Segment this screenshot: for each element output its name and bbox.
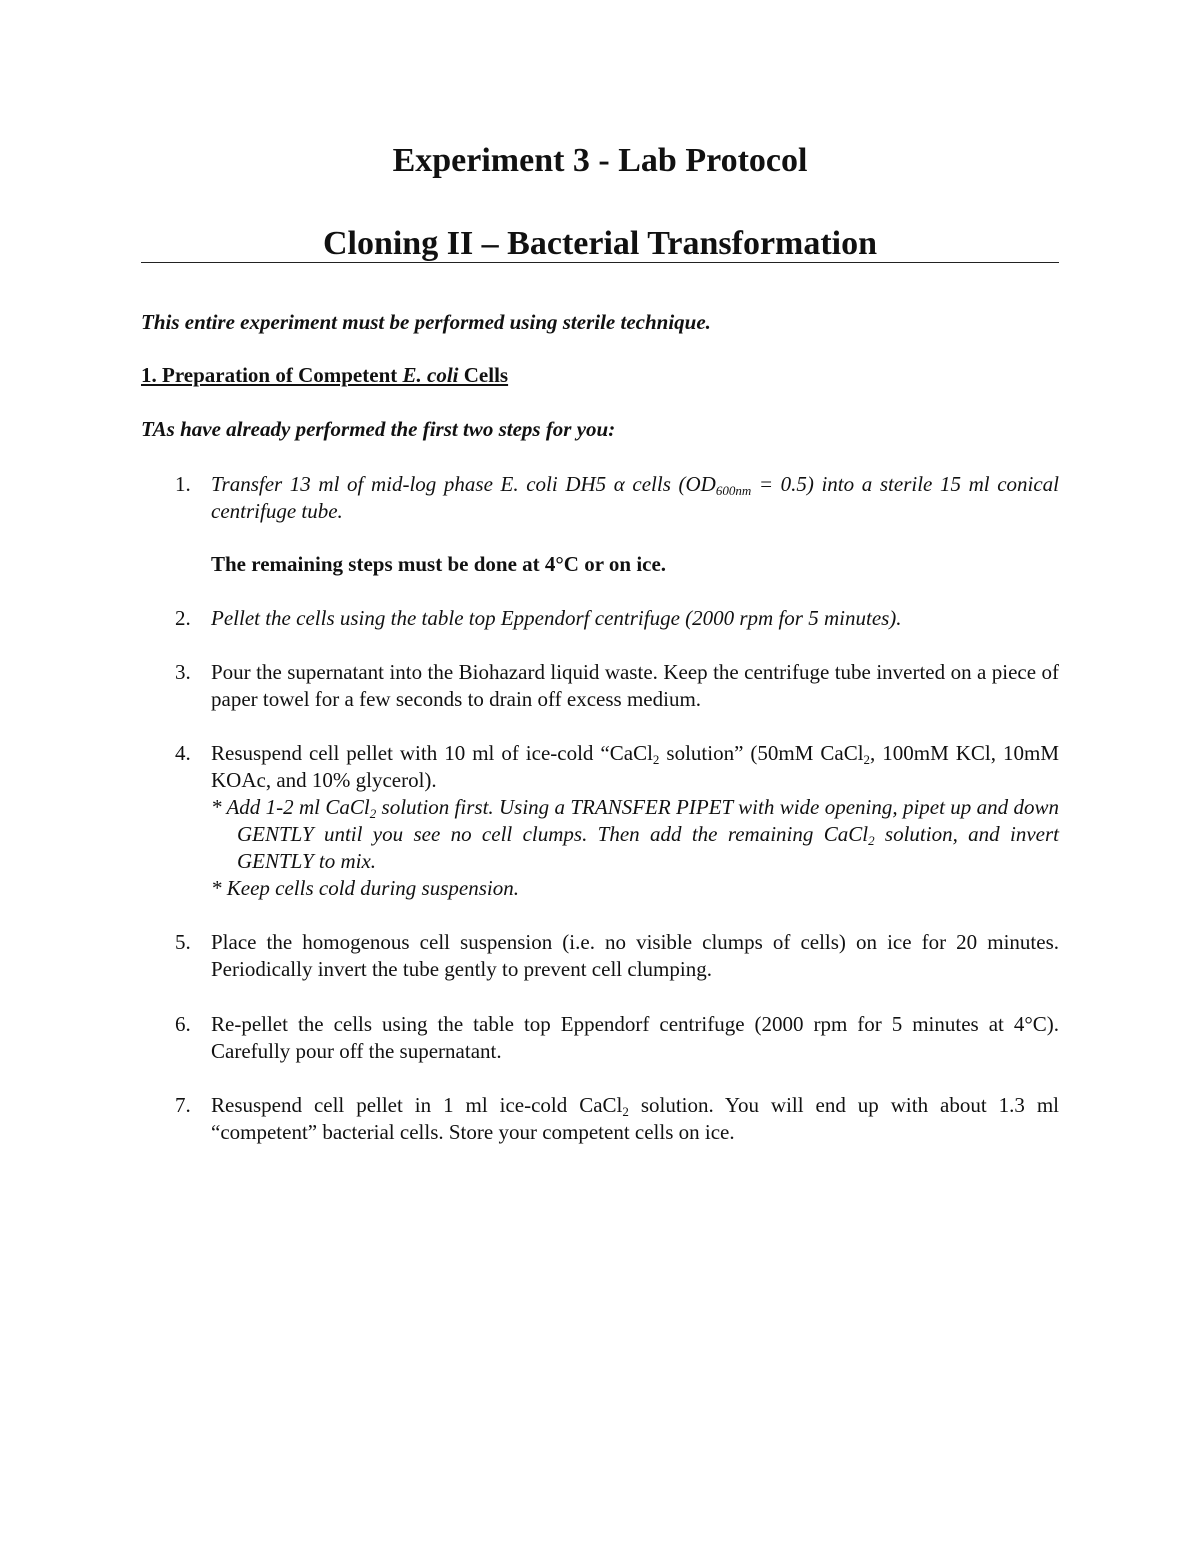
- step-number: 2.: [175, 606, 191, 630]
- step-number: 6.: [175, 1012, 191, 1036]
- step-text: Re-pellet the cells using the table top Eppendorf centrifuge (2000 rpm for 5 minutes at 4°C). Carefully pour off the supernatant.: [211, 1012, 1059, 1063]
- step-number: 3.: [175, 660, 191, 684]
- list-item: [141, 659, 1059, 713]
- note-part: solution first. Using a TRANSFER PIPET with wide opening, pipet up and down GENTLY until you see no cell clumps. Then add the remaining CaCl: [237, 795, 1059, 846]
- step-text-part: Resuspend cell pellet in 1 ml ice-cold CaCl: [211, 1093, 623, 1117]
- subscript: 2: [868, 833, 875, 848]
- step-number: 5.: [175, 930, 191, 954]
- step-text: Pour the supernatant into the Biohazard liquid waste. Keep the centrifuge tube inverted on a piece of paper towel for a few seconds to drain off excess medium.: [211, 660, 1059, 711]
- bold-note-text: The remaining steps must be done at 4°C or on ice.: [211, 552, 667, 576]
- step-text-part: Transfer 13 ml of mid-log phase E. coli DH5 α cells (OD: [211, 472, 716, 496]
- step-text-part: solution” (50mM CaCl: [659, 741, 864, 765]
- subscript: 2: [622, 1104, 629, 1119]
- list-item: [141, 929, 1059, 983]
- ta-note: TAs have already performed the first two steps for you:: [141, 417, 616, 441]
- step-text: Place the homogenous cell suspension (i.e. no visible clumps of cells) on ice for 20 minutes. Periodically invert the tube gently to prevent cell clumping.: [211, 930, 1059, 981]
- step-text-part: Resuspend cell pellet with 10 ml of ice-cold “CaCl: [211, 741, 653, 765]
- note-part: * Add 1-2 ml CaCl: [211, 795, 370, 819]
- step-text-part: = 0.5) into a sterile 15 ml conical centrifuge tube.: [211, 472, 1060, 523]
- step-subnote: * Keep cells cold during suspension.: [211, 876, 519, 900]
- step-number: 7.: [175, 1093, 191, 1117]
- step-number: 1.: [175, 472, 191, 496]
- section-heading-prefix: 1. Preparation of Competent: [141, 363, 403, 387]
- step-text-part: , 100mM KCl, 10mM KOAc, and 10% glycerol).: [211, 741, 1059, 792]
- list-item: [141, 1092, 1059, 1146]
- sterile-technique-note: This entire experiment must be performed using sterile technique.: [141, 310, 711, 334]
- list-item: [141, 471, 1059, 525]
- od-subscript: 600nm: [715, 483, 752, 498]
- step-number: 4.: [175, 741, 191, 765]
- step-text-part: solution. You will end up with about 1.3 ml “competent” bacterial cells. Store your competent cells on ice.: [211, 1093, 1059, 1144]
- subscript: 2: [863, 752, 871, 767]
- section-heading-species: E. coli: [402, 363, 459, 387]
- list-item: [141, 1011, 1059, 1065]
- ice-requirement-note: [141, 551, 1059, 578]
- step-text: Pellet the cells using the table top Eppendorf centrifuge (2000 rpm for 5 minutes).: [211, 606, 902, 630]
- step-text: [211, 471, 1059, 525]
- section-heading-suffix: Cells: [458, 363, 509, 387]
- title-divider: [141, 262, 1059, 263]
- note-part: solution, and invert GENTLY to mix.: [237, 822, 1059, 873]
- step-text: [211, 1092, 1059, 1146]
- list-item: [141, 605, 1059, 632]
- subscript: 2: [652, 752, 660, 767]
- document-subtitle: Cloning II – Bacterial Transformation: [322, 225, 878, 262]
- document-title: Experiment 3 - Lab Protocol: [392, 142, 808, 179]
- step-subnote: [211, 794, 1059, 875]
- step-text: [211, 740, 1059, 794]
- list-item: [141, 740, 1059, 902]
- subscript: 2: [369, 806, 377, 821]
- section-heading: [141, 362, 508, 389]
